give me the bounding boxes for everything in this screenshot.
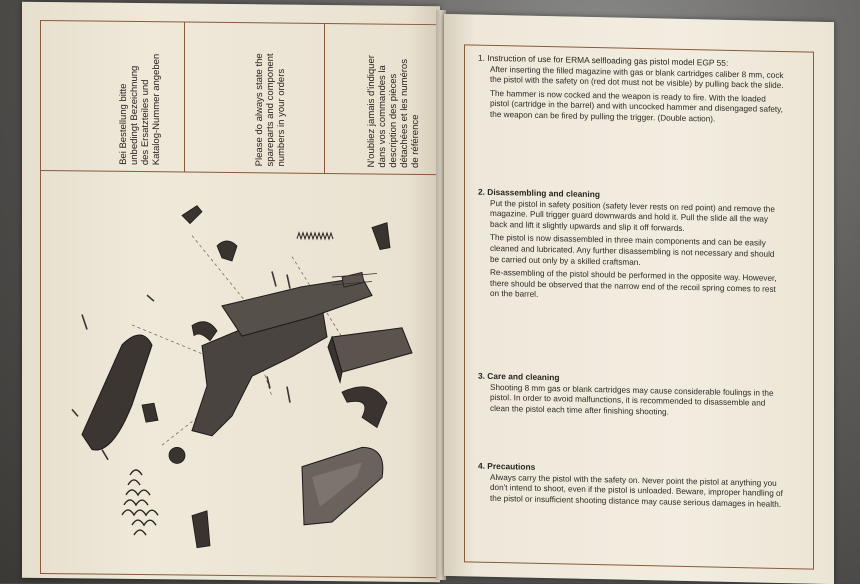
hammer-spring <box>297 233 333 239</box>
recoil-spring <box>122 470 158 535</box>
section-instructions-title: 1. Instruction of use for ERMA selfloading gas pistol model EGP 55: <box>478 52 729 68</box>
section-disassembling-para-2: The pistol is now disassembled in three main components and can be easily cleaned and lubricated. Any further disassembling is not necessary and should be carried out only by a skilled craftsman. <box>490 233 775 267</box>
section-disassembling-title: 2. Disassembling and cleaning <box>478 186 600 200</box>
section-precautions-para-1: Always carry the pistol with the safety on. Never point the pistol at anything you don't intend to shoot, even if the pistol is unloaded. Beware, improper handling of the pistol or insufficient shooting distance may cause serious damages in health. <box>490 472 783 509</box>
section-precautions <box>478 461 784 514</box>
section-disassembling-para-3: Re-assembling of the pistol should be performed in the opposite way. However, there should be observed that the narrow end of the recoil spring comes to rest on the barrel. <box>490 268 777 300</box>
section-care-para-1: Shooting 8 mm gas or blank cartridges may cause considerable foulings in the pistol. In order to avoid malfunctions, it is recommended to disassemble and clean the pistol each time after finishing shooting. <box>490 382 774 417</box>
grip-panel-right <box>302 447 383 526</box>
section-precautions-title: 4. Precautions <box>478 460 536 472</box>
section-disassembling-para-1: Put the pistol in safety position (safety lever rests on red point) and remove the magazine. Pull trigger guard downwards and hold it. Pull the slide all the way back and lift it slightly upwards and slip it off forwards. <box>490 198 775 233</box>
section-instructions-para-2: The hammer is now cocked and the weapon is ready to fire. With the loaded pistol (cartridge in the barrel) and with uncocked hammer and disengaged safety, the weapon can be fired by pulling the trigger. (Double action). <box>490 88 783 124</box>
order-notice-german-cell <box>40 20 185 172</box>
order-notice-french-cell <box>324 23 438 174</box>
section-disassembling <box>478 187 784 309</box>
section-care-title: 3. Care and cleaning <box>478 370 560 383</box>
exploded-parts-diagram <box>42 174 436 574</box>
order-notice-french: N'oubliez jamais d'indiquer dans vos commandes la description des pièces détachées et les numéros de référence <box>366 54 421 168</box>
grip-panel-left <box>82 334 152 450</box>
left-page <box>22 2 440 582</box>
order-notice-german: Bei Bestellung bitte unbedingt Bezeichnung des Ersatzteiles und Katalog-Nummer angeben <box>118 53 162 166</box>
order-notice-header <box>40 20 438 175</box>
order-notice-english: Please do always state the spareparts and component numbers in your orders <box>254 53 287 167</box>
right-page <box>444 14 834 584</box>
section-instructions-para-1: After inserting the filled magazine with gas or blank cartridges caliber 8 mm, cock the pistol with the safety on (red dot must not be visible) by pulling back the slide. <box>490 64 784 91</box>
section-care <box>478 371 784 424</box>
section-instructions <box>478 53 784 130</box>
order-notice-english-cell <box>184 22 325 173</box>
